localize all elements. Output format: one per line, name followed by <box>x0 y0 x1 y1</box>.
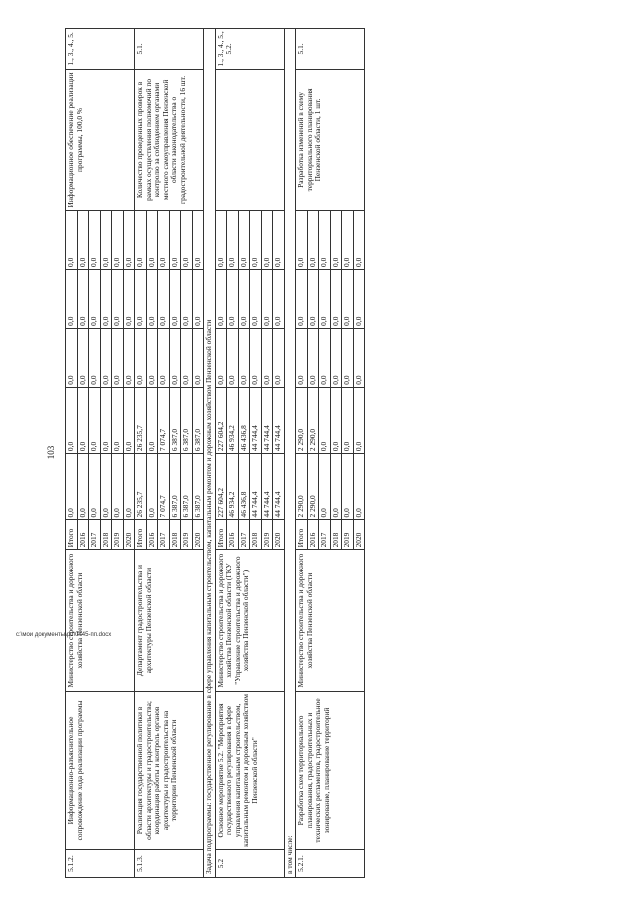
other-cell: 0,0 <box>227 211 239 270</box>
indicator-cell: Информационное обеспечение реализации программы, 100,0 % <box>66 69 135 210</box>
total-cell: 0,0 <box>123 454 135 520</box>
regional-cell: 0,0 <box>353 387 365 453</box>
municipal-cell: 0,0 <box>89 269 101 328</box>
indicator-cell: Разработка изменений в схему территориального планирования Пензенской области, 1 шт. <box>296 69 365 210</box>
regional-cell: 44 744,4 <box>250 387 262 453</box>
regional-cell: 44 744,4 <box>261 387 273 453</box>
total-cell: 2 290,0 <box>307 454 319 520</box>
federal-cell: 0,0 <box>273 328 285 387</box>
municipal-cell: 0,0 <box>123 269 135 328</box>
other-cell: 0,0 <box>238 211 250 270</box>
municipal-cell: 0,0 <box>227 269 239 328</box>
federal-cell: 0,0 <box>135 328 147 387</box>
other-cell: 0,0 <box>146 211 158 270</box>
activity-name: Реализация государственной политики в области архитектуры и градостроительства; координация работы и контроль органов архитектуры и градостроительства на территории Пензенской области <box>135 691 204 849</box>
year-cell: 2017 <box>319 520 331 550</box>
year-cell: 2016 <box>307 520 319 550</box>
regional-cell: 0,0 <box>342 387 354 453</box>
total-cell: 0,0 <box>146 454 158 520</box>
other-cell: 0,0 <box>296 211 308 270</box>
regional-cell: 46 934,2 <box>227 387 239 453</box>
year-cell: 2017 <box>238 520 250 550</box>
total-cell: 0,0 <box>319 454 331 520</box>
total-cell: 6 387,0 <box>192 454 204 520</box>
regional-cell: 0,0 <box>89 387 101 453</box>
year-cell: 2017 <box>89 520 101 550</box>
federal-cell: 0,0 <box>123 328 135 387</box>
federal-cell: 0,0 <box>181 328 193 387</box>
year-cell: 2016 <box>227 520 239 550</box>
other-cell: 0,0 <box>353 211 365 270</box>
executor: Министерство строительства и дорожного хозяйства Пензенской области (ГКУ "Управление строительства и дорожного хозяйства Пензенской области") <box>215 550 284 691</box>
task-heading <box>204 29 216 878</box>
other-cell: 0,0 <box>100 211 112 270</box>
regional-cell: 0,0 <box>319 387 331 453</box>
program-table <box>65 28 365 878</box>
activity-name: Информационно-разъяснительное сопровождение хода реализации программы <box>66 691 135 849</box>
federal-cell: 0,0 <box>353 328 365 387</box>
table-row <box>296 29 308 878</box>
regional-cell: 6 387,0 <box>192 387 204 453</box>
federal-cell: 0,0 <box>112 328 124 387</box>
total-cell: 2 290,0 <box>296 454 308 520</box>
task-heading-text: Задача подпрограммы: государственное регулирование в сфере управления капитальным строительством, капитальным ремонтом и дорожным хозяйством Пензенской области <box>204 29 216 878</box>
indicator-cell <box>215 69 284 210</box>
activity-name: Разработка схем территориального планирования, градостроительных и технических регламентов, градостроительное зонирование, планирование территорий <box>296 691 365 849</box>
other-cell: 0,0 <box>330 211 342 270</box>
other-cell: 0,0 <box>261 211 273 270</box>
link-cell: 5.1. <box>135 29 204 70</box>
regional-cell: 26 235,7 <box>135 387 147 453</box>
year-cell: 2019 <box>342 520 354 550</box>
other-cell: 0,0 <box>273 211 285 270</box>
regional-cell: 0,0 <box>112 387 124 453</box>
municipal-cell: 0,0 <box>273 269 285 328</box>
federal-cell: 0,0 <box>146 328 158 387</box>
federal-cell: 0,0 <box>100 328 112 387</box>
total-cell: 6 387,0 <box>181 454 193 520</box>
year-cell: Итого <box>296 520 308 550</box>
other-cell: 0,0 <box>342 211 354 270</box>
municipal-cell: 0,0 <box>215 269 227 328</box>
row-number: 5.1.2. <box>66 850 135 878</box>
total-cell: 0,0 <box>66 454 78 520</box>
other-cell: 0,0 <box>319 211 331 270</box>
executor: Министерство строительства и дорожного хозяйства Пензенской области <box>66 550 135 691</box>
year-cell: 2019 <box>112 520 124 550</box>
year-cell: 2020 <box>123 520 135 550</box>
federal-cell: 0,0 <box>261 328 273 387</box>
link-cell: 1., 3., 4., 5., 5.2. <box>215 29 284 70</box>
municipal-cell: 0,0 <box>261 269 273 328</box>
federal-cell: 0,0 <box>227 328 239 387</box>
other-cell: 0,0 <box>135 211 147 270</box>
other-cell: 0,0 <box>169 211 181 270</box>
year-cell: 2019 <box>181 520 193 550</box>
regional-cell: 46 436,8 <box>238 387 250 453</box>
municipal-cell: 0,0 <box>353 269 365 328</box>
municipal-cell: 0,0 <box>238 269 250 328</box>
other-cell: 0,0 <box>181 211 193 270</box>
other-cell: 0,0 <box>250 211 262 270</box>
total-cell: 0,0 <box>77 454 89 520</box>
municipal-cell: 0,0 <box>66 269 78 328</box>
total-cell: 0,0 <box>353 454 365 520</box>
year-cell: 2018 <box>250 520 262 550</box>
year-cell: 2020 <box>353 520 365 550</box>
total-cell: 0,0 <box>330 454 342 520</box>
federal-cell: 0,0 <box>192 328 204 387</box>
municipal-cell: 0,0 <box>112 269 124 328</box>
row-number: 5.2 <box>215 850 284 878</box>
other-cell: 0,0 <box>192 211 204 270</box>
federal-cell: 0,0 <box>307 328 319 387</box>
page-number: 103 <box>46 445 56 460</box>
regional-cell: 227 604,2 <box>215 387 227 453</box>
total-cell: 0,0 <box>112 454 124 520</box>
regional-cell: 44 744,4 <box>273 387 285 453</box>
other-cell: 0,0 <box>158 211 170 270</box>
total-cell: 7 074,7 <box>158 454 170 520</box>
regional-cell: 0,0 <box>146 387 158 453</box>
regional-cell: 2 290,0 <box>307 387 319 453</box>
municipal-cell: 0,0 <box>181 269 193 328</box>
federal-cell: 0,0 <box>342 328 354 387</box>
municipal-cell: 0,0 <box>169 269 181 328</box>
municipal-cell: 0,0 <box>192 269 204 328</box>
regional-cell: 7 074,7 <box>158 387 170 453</box>
federal-cell: 0,0 <box>169 328 181 387</box>
total-cell: 0,0 <box>89 454 101 520</box>
regional-cell: 0,0 <box>66 387 78 453</box>
regional-cell: 0,0 <box>330 387 342 453</box>
table-row <box>135 29 147 878</box>
municipal-cell: 0,0 <box>100 269 112 328</box>
year-cell: Итого <box>215 520 227 550</box>
municipal-cell: 0,0 <box>296 269 308 328</box>
municipal-cell: 0,0 <box>342 269 354 328</box>
federal-cell: 0,0 <box>250 328 262 387</box>
federal-cell: 0,0 <box>330 328 342 387</box>
municipal-cell: 0,0 <box>146 269 158 328</box>
link-cell: 1., 3., 4., 5. <box>66 29 135 70</box>
year-cell: 2018 <box>330 520 342 550</box>
footer-path: c:\мои документы\pd\0445-пп.docx <box>16 632 112 638</box>
row-number: 5.2.1. <box>296 850 365 878</box>
table-row <box>215 29 227 878</box>
municipal-cell: 0,0 <box>77 269 89 328</box>
year-cell: 2016 <box>146 520 158 550</box>
year-cell: Итого <box>66 520 78 550</box>
federal-cell: 0,0 <box>89 328 101 387</box>
in-that-number <box>284 29 296 878</box>
year-cell: 2019 <box>261 520 273 550</box>
table-body <box>66 29 365 878</box>
municipal-cell: 0,0 <box>319 269 331 328</box>
federal-cell: 0,0 <box>158 328 170 387</box>
federal-cell: 0,0 <box>66 328 78 387</box>
year-cell: 2020 <box>192 520 204 550</box>
total-cell: 0,0 <box>100 454 112 520</box>
municipal-cell: 0,0 <box>330 269 342 328</box>
other-cell: 0,0 <box>307 211 319 270</box>
year-cell: 2018 <box>169 520 181 550</box>
total-cell: 6 387,0 <box>169 454 181 520</box>
other-cell: 0,0 <box>89 211 101 270</box>
executor: Департамент градостроительства и архитектуры Пензенской области <box>135 550 204 691</box>
total-cell: 227 604,2 <box>215 454 227 520</box>
row-number: 5.1.3. <box>135 850 204 878</box>
municipal-cell: 0,0 <box>250 269 262 328</box>
other-cell: 0,0 <box>215 211 227 270</box>
regional-cell: 0,0 <box>123 387 135 453</box>
in-that-number-text: в том числе: <box>284 29 296 878</box>
total-cell: 46 934,2 <box>227 454 239 520</box>
total-cell: 44 744,4 <box>273 454 285 520</box>
activity-name: Основное мероприятие 5.2. "Мероприятия государственного регулирования в сфере управления капитальным строительством, капитальным ремонтом и дорожным хозяйством Пензенской области" <box>215 691 284 849</box>
municipal-cell: 0,0 <box>135 269 147 328</box>
table-row <box>66 29 78 878</box>
year-cell: 2018 <box>100 520 112 550</box>
regional-cell: 0,0 <box>77 387 89 453</box>
total-cell: 44 744,4 <box>250 454 262 520</box>
indicator-cell: Количество проведенных проверок в рамках осуществления полномочий по контролю за соблюдением органами местного самоуправления Пензенской области законодательства о градостроительной деятельности, 16 шт. <box>135 69 204 210</box>
regional-cell: 6 387,0 <box>169 387 181 453</box>
total-cell: 26 235,7 <box>135 454 147 520</box>
year-cell: 2016 <box>77 520 89 550</box>
regional-cell: 2 290,0 <box>296 387 308 453</box>
regional-cell: 0,0 <box>100 387 112 453</box>
other-cell: 0,0 <box>123 211 135 270</box>
other-cell: 0,0 <box>77 211 89 270</box>
total-cell: 0,0 <box>342 454 354 520</box>
link-cell: 5.1. <box>296 29 365 70</box>
federal-cell: 0,0 <box>77 328 89 387</box>
federal-cell: 0,0 <box>319 328 331 387</box>
other-cell: 0,0 <box>112 211 124 270</box>
total-cell: 46 436,8 <box>238 454 250 520</box>
regional-cell: 6 387,0 <box>181 387 193 453</box>
federal-cell: 0,0 <box>296 328 308 387</box>
federal-cell: 0,0 <box>238 328 250 387</box>
municipal-cell: 0,0 <box>307 269 319 328</box>
year-cell: Итого <box>135 520 147 550</box>
year-cell: 2017 <box>158 520 170 550</box>
federal-cell: 0,0 <box>215 328 227 387</box>
municipal-cell: 0,0 <box>158 269 170 328</box>
total-cell: 44 744,4 <box>261 454 273 520</box>
other-cell: 0,0 <box>66 211 78 270</box>
executor: Министерство строительства и дорожного хозяйства Пензенской области <box>296 550 365 691</box>
year-cell: 2020 <box>273 520 285 550</box>
